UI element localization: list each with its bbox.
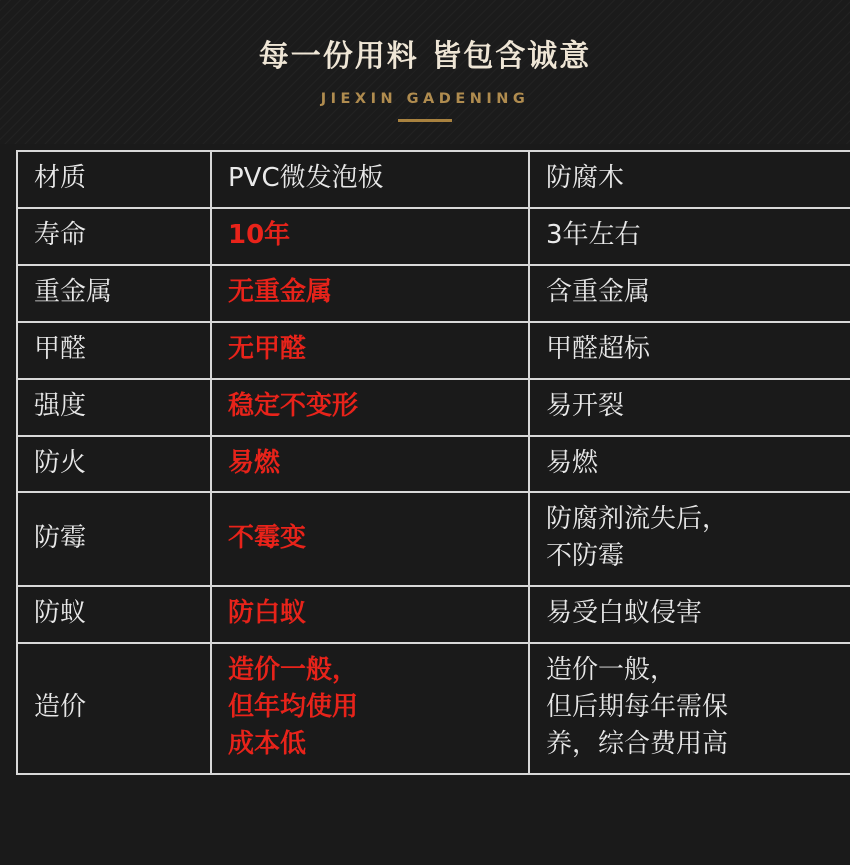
cell-line: 防白蚁 (228, 598, 307, 629)
cell-line: 养，综合费用高 (546, 728, 729, 759)
cell-line: 但年均使用 (228, 692, 359, 723)
cell-line: 但后期每年需保 (546, 692, 729, 723)
comparison-table-body (17, 151, 850, 774)
pvc-value-cell (211, 492, 529, 586)
cell-line: 易燃 (228, 447, 281, 478)
cell-line: 无甲醛 (228, 333, 307, 364)
row-label-cell: 防火 (17, 436, 211, 493)
cell-line: 造价一般， (228, 655, 359, 686)
cell-line: 含重金属 (546, 276, 651, 307)
row-label-cell: 材质 (17, 151, 211, 208)
table-row (17, 151, 850, 208)
table-row (17, 436, 850, 493)
banner-subtitle: JIEXIN GADENING (320, 91, 530, 107)
wood-value-cell (529, 322, 850, 379)
table-row (17, 208, 850, 265)
table-row (17, 643, 850, 774)
pvc-value-cell (211, 151, 529, 208)
cell-line: 易受白蚁侵害 (546, 598, 703, 629)
banner-divider (398, 119, 452, 122)
table-row (17, 492, 850, 586)
wood-value-cell (529, 208, 850, 265)
comparison-table-container (0, 144, 850, 865)
pvc-value-cell (211, 436, 529, 493)
cell-line: 防腐木 (546, 163, 625, 193)
wood-value-cell (529, 379, 850, 436)
pvc-value-cell (211, 643, 529, 774)
wood-value-cell (529, 436, 850, 493)
cell-line: PVC微发泡板 (228, 163, 384, 193)
wood-value-cell (529, 492, 850, 586)
cell-line: 稳定不变形 (228, 390, 359, 421)
row-label-cell: 强度 (17, 379, 211, 436)
row-label-cell: 防霉 (17, 492, 211, 586)
cell-line: 造价一般， (546, 655, 677, 686)
banner-title: 每一份用料 皆包含诚意 (258, 39, 592, 74)
table-row (17, 265, 850, 322)
cell-line: 不霉变 (228, 522, 307, 553)
row-label-cell: 防蚁 (17, 586, 211, 643)
cell-line: 易燃 (546, 447, 599, 478)
wood-value-cell (529, 265, 850, 322)
cell-line: 不防霉 (546, 541, 625, 572)
cell-line: 成本低 (228, 728, 307, 759)
wood-value-cell (529, 643, 850, 774)
table-row (17, 586, 850, 643)
row-label-cell: 甲醛 (17, 322, 211, 379)
wood-value-cell (529, 586, 850, 643)
pvc-value-cell (211, 322, 529, 379)
table-row (17, 322, 850, 379)
cell-line: 3年左右 (546, 219, 641, 250)
cell-line: 10年 (228, 219, 291, 250)
row-label-cell: 造价 (17, 643, 211, 774)
cell-line: 甲醛超标 (546, 333, 651, 364)
row-label-cell: 寿命 (17, 208, 211, 265)
pvc-value-cell (211, 379, 529, 436)
wood-value-cell (529, 151, 850, 208)
pvc-value-cell (211, 208, 529, 265)
cell-line: 无重金属 (228, 276, 333, 307)
comparison-table (16, 150, 850, 775)
table-row (17, 379, 850, 436)
header-banner (0, 0, 850, 144)
cell-line: 易开裂 (546, 390, 625, 421)
pvc-value-cell (211, 586, 529, 643)
cell-line: 防腐剂流失后， (546, 504, 729, 535)
pvc-value-cell (211, 265, 529, 322)
row-label-cell: 重金属 (17, 265, 211, 322)
